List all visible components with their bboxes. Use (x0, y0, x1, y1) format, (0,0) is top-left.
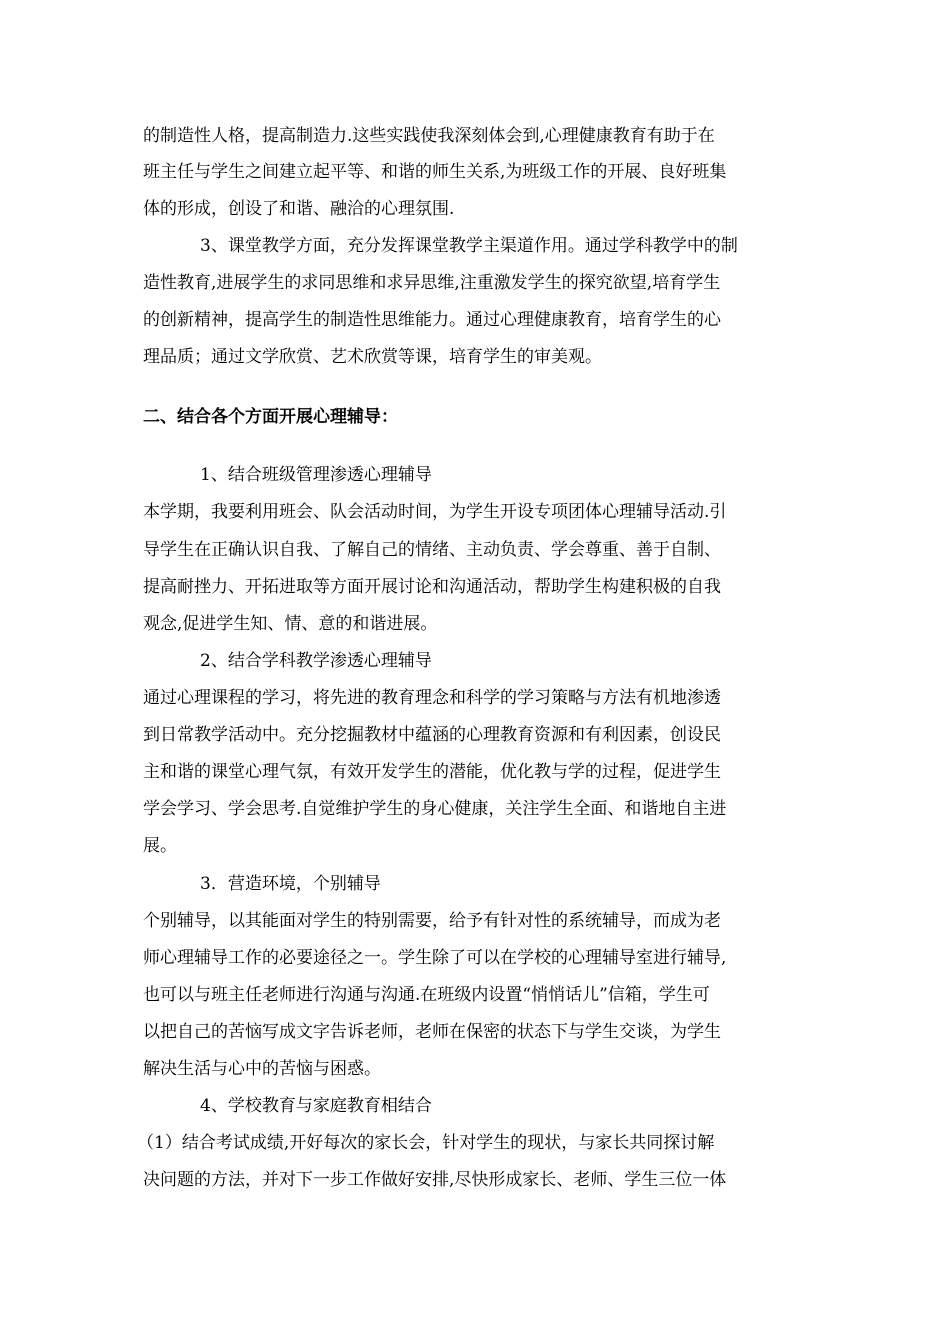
paragraph-line: 导学生在正确认识自我、了解自己的情绪、主动负责、学会尊重、善于自制、 (143, 540, 721, 560)
paragraph-line: 到日常教学活动中。充分挖掘教材中蕴涵的心理教育资源和有利因素，创设民 (143, 725, 721, 745)
section-heading: 二、结合各个方面开展心理辅导： (143, 407, 398, 427)
paragraph-line: 的制造性人格，提高制造力.这些实践使我深刻体会到,心理健康教育有助于在 (143, 126, 715, 146)
subsection-heading: 4、学校教育与家庭教育相结合 (200, 1096, 432, 1116)
paragraph-line: 师心理辅导工作的必要途径之一。学生除了可以在学校的心理辅导室进行辅导, (143, 948, 727, 968)
paragraph-line: 通过心理课程的学习，将先进的教育理念和科学的学习策略与方法有机地渗透 (143, 688, 721, 708)
paragraph-line: 体的形成，创设了和谐、融洽的心理氛围. (143, 199, 455, 219)
paragraph-line: 也可以与班主任老师进行沟通与沟通.在班级内设置“悄悄话儿”信箱，学生可 (143, 985, 710, 1005)
paragraph-line: 的创新精神，提高学生的制造性思维能力。通过心理健康教育，培育学生的心 (143, 310, 721, 330)
paragraph-line: 观念,促进学生知、情、意的和谐进展。 (143, 614, 438, 634)
paragraph-line: 学会学习、学会思考.自觉维护学生的身心健康，关注学生全面、和谐地自主进 (143, 799, 727, 819)
paragraph-line: 解决生活与心中的苦恼与困惑。 (143, 1059, 381, 1079)
paragraph-line: 造性教育,进展学生的求同思维和求异思维,注重激发学生的探究欲望,培育学生 (143, 273, 721, 293)
paragraph-line: （1）结合考试成绩,开好每次的家长会，针对学生的现状，与家长共同探讨解 (137, 1133, 715, 1153)
subsection-heading: 2、结合学科教学渗透心理辅导 (200, 651, 432, 671)
paragraph-line: 个别辅导，以其能面对学生的特别需要，给予有针对性的系统辅导，而成为老 (143, 911, 721, 931)
paragraph-line: 以把自己的苦恼写成文字告诉老师，老师在保密的状态下与学生交谈，为学生 (143, 1022, 721, 1042)
paragraph-line: 决问题的方法，并对下一步工作做好安排,尽快形成家长、老师、学生三位一体 (143, 1170, 727, 1190)
paragraph-line: 主和谐的课堂心理气氛，有效开发学生的潜能，优化教与学的过程，促进学生 (143, 762, 721, 782)
paragraph-line: 本学期，我要利用班会、队会活动时间，为学生开设专项团体心理辅导活动.引 (143, 502, 727, 522)
subsection-heading: 3．营造环境，个别辅导 (200, 874, 381, 894)
paragraph-line: 班主任与学生之间建立起平等、和谐的师生关系,为班级工作的开展、良好班集 (143, 162, 727, 182)
subsection-heading: 1、结合班级管理渗透心理辅导 (200, 465, 432, 485)
paragraph-line: 展。 (143, 836, 177, 856)
paragraph-line: 理品质；通过文学欣赏、艺术欣赏等课，培育学生的审美观。 (143, 347, 602, 367)
paragraph-line: 3、课堂教学方面，充分发挥课堂教学主渠道作用。通过学科教学中的制 (200, 236, 738, 256)
paragraph-line: 提高耐挫力、开拓进取等方面开展讨论和沟通活动，帮助学生构建积极的自我 (143, 577, 721, 597)
